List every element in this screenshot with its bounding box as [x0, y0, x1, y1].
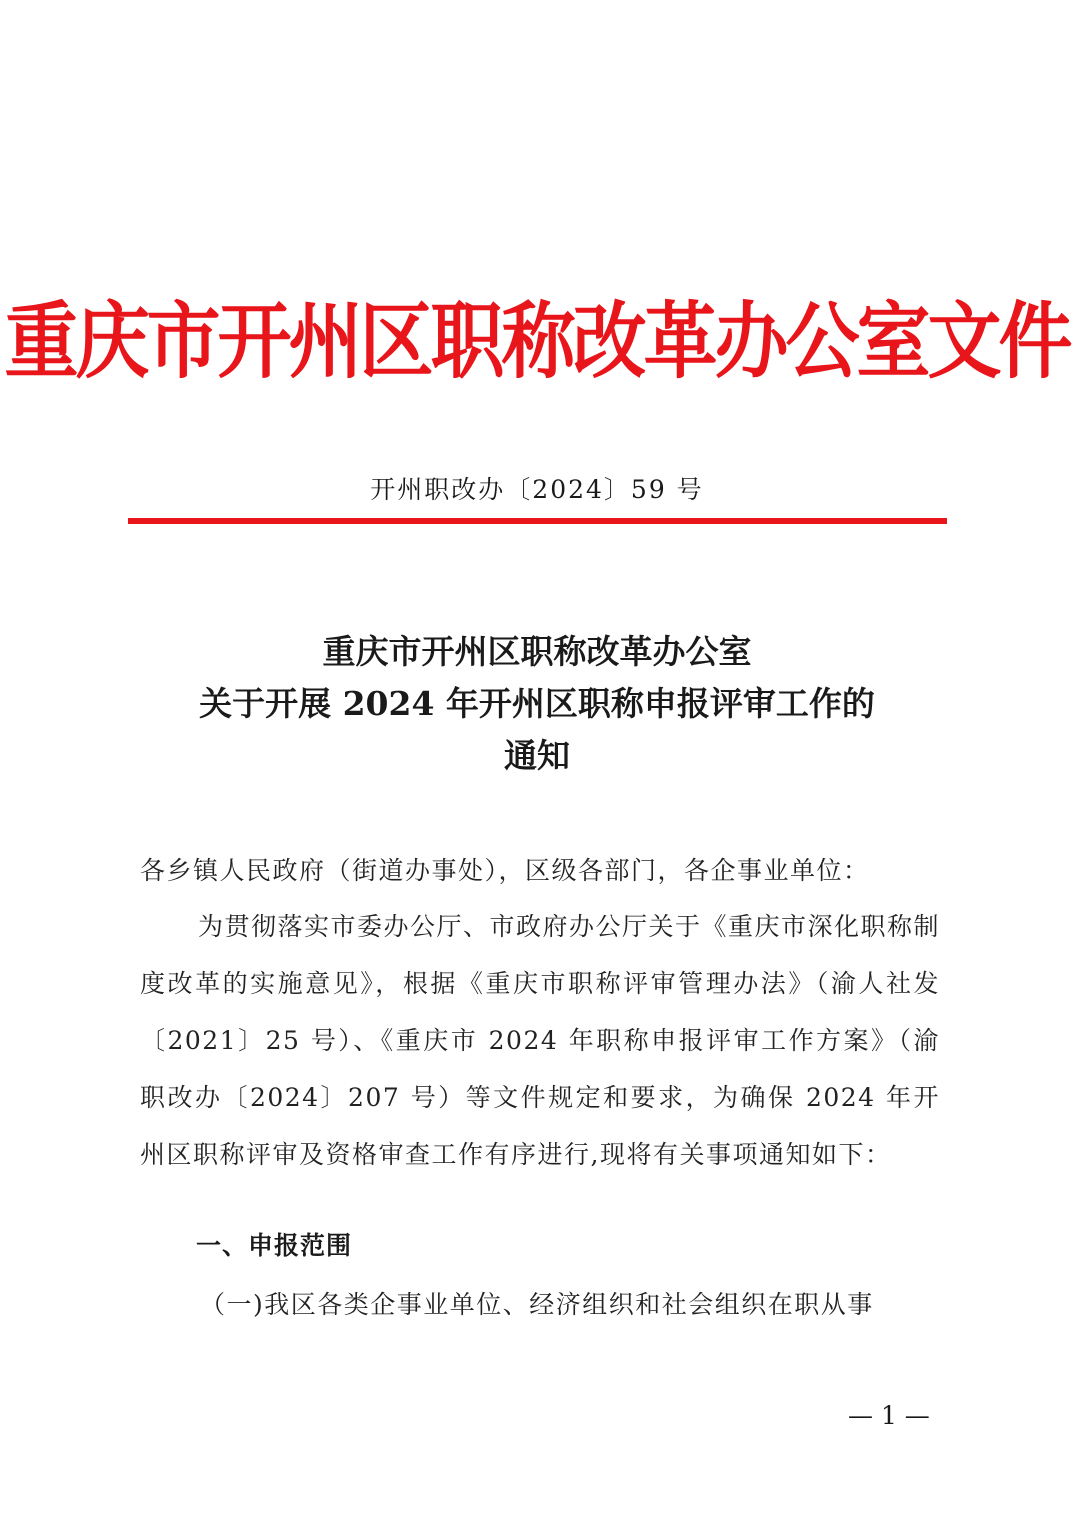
notice-title-line-2: 关于开展 2024 年开州区职称申报评审工作的	[199, 684, 875, 723]
document-number: 开州职改办〔2024〕59 号	[370, 475, 704, 504]
notice-title	[100, 626, 974, 782]
red-divider-line	[128, 518, 947, 524]
document-header-title: 重庆市开州区职称改革办公室文件	[4, 293, 1070, 391]
section-heading-scope: 一、申报范围	[196, 1231, 353, 1260]
intro-paragraph: 为贯彻落实市委办公厅、市政府办公厅关于《重庆市深化职称制度改革的实施意见》，根据《重庆市职称评审管理办法》（渝人社发〔2021〕25 号）、《重庆市 2024 年职称申报评审工作方案》（渝职改办〔2024〕207 号）等文件规定和要求，为确保 2024 年开州区职称评审及资格审查工作有序进行,现将有关事项通知如下：	[140, 912, 941, 1169]
section-item-1: （一)我区各类企事业单位、经济组织和社会组织在职从事	[200, 1290, 874, 1319]
notice-title-line-1: 重庆市开州区职称改革办公室	[322, 632, 752, 671]
page-number: — 1 —	[848, 1401, 930, 1430]
notice-title-line-3: 通知	[504, 736, 570, 775]
salutation: 各乡镇人民政府（街道办事处），区级各部门，各企事业单位：	[140, 856, 870, 885]
